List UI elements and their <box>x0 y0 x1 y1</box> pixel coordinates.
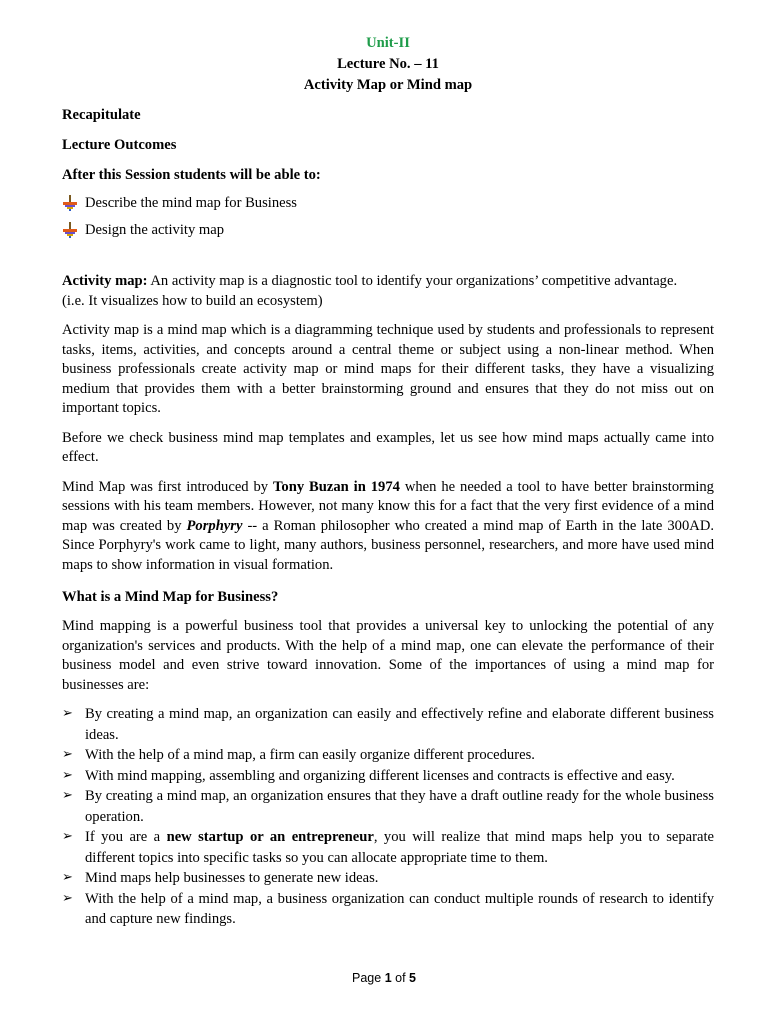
list-item <box>62 766 714 787</box>
activity-map-note: (i.e. It visualizes how to build an ecosystem) <box>62 292 323 309</box>
arrow-bullet-icon: ➢ <box>62 870 73 885</box>
arrow-bullet-icon: ➢ <box>62 890 73 906</box>
unit-title: Unit-II <box>366 35 410 51</box>
list-item-text: , you will realize that mind maps help you to separate different topics into specific tasks so you can allocate appropriate time to them. <box>85 829 715 866</box>
arrow-bullet-icon: ➢ <box>62 747 73 762</box>
lecture-number: Lecture No. – 11 <box>337 56 439 72</box>
history-text: Mind Map was first introduced by <box>62 478 274 495</box>
outcome-text: Design the activity map <box>85 222 225 238</box>
list-item-text: With the help of a mind map, a business organization can conduct multiple rounds of research to identify and capture new findings. <box>85 890 714 927</box>
list-item <box>62 786 714 827</box>
list-item <box>62 827 714 868</box>
footer-page-word: Page <box>352 971 385 985</box>
history-bold: Tony Buzan in 1974 <box>273 478 400 495</box>
list-item-text: By creating a mind map, an organization ensures that they have a draft outline ready for the whole business operation. <box>85 788 714 825</box>
footer-of-word: of <box>391 971 410 985</box>
list-item-text: Mind maps help businesses to generate new ideas. <box>85 870 379 886</box>
paragraph-history <box>62 478 714 576</box>
business-mind-map-heading: What is a Mind Map for Business? <box>62 589 279 605</box>
footer-page-total: 5 <box>409 971 416 985</box>
arrow-bullet-icon: ➢ <box>62 788 73 803</box>
after-session-heading: After this Session students will be able to: <box>62 167 321 183</box>
recap-heading: Recapitulate <box>62 107 141 123</box>
importance-list <box>62 704 714 930</box>
arrow-bullet-icon: ➢ <box>62 706 73 721</box>
arrow-bullet-icon: ➢ <box>62 767 73 783</box>
outcome-text: Describe the mind map for Business <box>85 195 297 211</box>
page-footer <box>0 971 768 985</box>
document-page <box>62 30 714 930</box>
pushpin-icon <box>62 222 78 238</box>
arrow-bullet-icon: ➢ <box>62 829 73 844</box>
list-item <box>62 889 714 930</box>
activity-map-definition <box>62 272 714 311</box>
outcome-item <box>62 220 714 240</box>
list-item <box>62 745 714 766</box>
activity-map-label: Activity map: <box>62 273 148 289</box>
lecture-title: Activity Map or Mind map <box>303 77 473 93</box>
footer-page-number: 1 <box>384 971 392 985</box>
history-text: -- a Roman philosopher who created a mind map of Earth in the late 300AD. Since Porphyry's work came to light, many authors, business personnel, researchers, and more have used mind maps to show information in visual formation. <box>62 517 715 573</box>
list-item-bold: new startup or an entrepreneur <box>166 829 374 845</box>
history-bold-italic: Porphyry <box>186 517 243 534</box>
paragraph-templates: Before we check business mind map templates and examples, let us see how mind maps actually came into effect. <box>62 429 714 465</box>
paragraph-business: Mind mapping is a powerful business tool that provides a universal key to unlocking the potential of any organization's services and products. With the help of a mind map, one can elevate the performance of their business model and even strive toward innovation. Some of the importances of using a mind map for businesses are: <box>62 618 714 693</box>
list-item-text: By creating a mind map, an organization can easily and effectively refine and elaborate different business ideas. <box>85 706 714 743</box>
list-item <box>62 868 714 889</box>
list-item <box>62 704 714 745</box>
outcomes-heading: Lecture Outcomes <box>62 137 177 153</box>
list-item-text: With mind mapping, assembling and organizing different licenses and contracts is effective and easy. <box>85 767 675 784</box>
pushpin-icon <box>62 195 78 211</box>
list-item-text: With the help of a mind map, a firm can easily organize different procedures. <box>85 747 535 763</box>
paragraph-activity-map: Activity map is a mind map which is a diagramming technique used by students and professionals to represent tasks, items, activities, and concepts around a central theme or subject using a non-linear method. When business professionals create activity map or mind maps for their different tasks, they have a visualizing medium that provides them with a better brainstorming ground and ensures that they do not miss out on important topics. <box>62 322 714 416</box>
outcome-item <box>62 193 714 213</box>
history-text: when he needed a tool to have better brainstorming sessions with his team members. However, not many know this for a fact that the very first evidence of a mind map was created by <box>62 478 714 534</box>
activity-map-text: An activity map is a diagnostic tool to identify your organizations’ competitive advantage. <box>147 273 678 289</box>
list-item-text: If you are a <box>85 829 167 845</box>
